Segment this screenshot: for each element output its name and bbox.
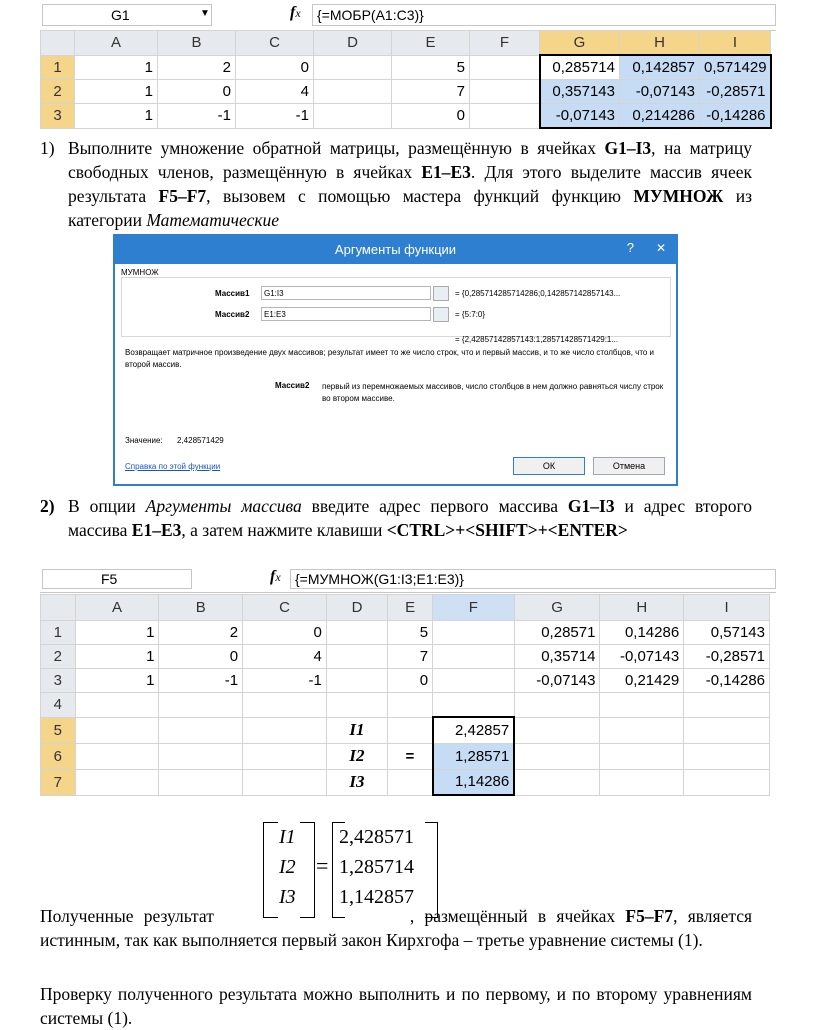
matrix-cell: I2: [279, 856, 296, 878]
col-header[interactable]: I: [684, 595, 770, 621]
text: , вызовем с помощью мастера функций функцию: [206, 186, 634, 206]
paragraph-2: [40, 494, 752, 542]
cell[interactable]: [326, 645, 387, 669]
col-header[interactable]: A: [75, 31, 158, 56]
cell-label-i1[interactable]: I1: [326, 717, 387, 743]
cell[interactable]: -1: [243, 669, 327, 693]
cell[interactable]: [326, 621, 387, 645]
cell[interactable]: 0: [159, 645, 243, 669]
cell[interactable]: -0,07143: [620, 80, 700, 104]
cell[interactable]: 2: [159, 621, 243, 645]
cell[interactable]: -0,07143: [540, 104, 620, 129]
row-header[interactable]: 2: [41, 645, 76, 669]
arg-help-label: Массив2: [275, 381, 310, 390]
value-label: Значение:: [125, 436, 163, 445]
col-header[interactable]: E: [392, 31, 470, 56]
cell[interactable]: 4: [243, 645, 327, 669]
matrix-left: [279, 822, 296, 912]
name-box-2[interactable]: F5: [42, 569, 192, 589]
cell[interactable]: [684, 717, 770, 743]
sheet2-grid: [40, 594, 770, 796]
arg2-input[interactable]: E1:E3: [261, 307, 431, 321]
cell[interactable]: 0: [243, 621, 327, 645]
cell[interactable]: -0,07143: [600, 645, 684, 669]
text: , размещённый в ячейках: [409, 906, 626, 926]
cell[interactable]: -0,07143: [514, 669, 600, 693]
cell-label-i2[interactable]: I2: [326, 743, 387, 769]
cell[interactable]: [159, 769, 243, 795]
cell[interactable]: 5: [392, 55, 470, 80]
cell[interactable]: 0,35714: [514, 645, 600, 669]
cell[interactable]: [326, 669, 387, 693]
cell[interactable]: 7: [388, 645, 433, 669]
formula-input-2[interactable]: {=МУМНОЖ(G1:I3;E1:E3)}: [290, 569, 776, 589]
col-header[interactable]: H: [620, 31, 700, 56]
cell-equals[interactable]: =: [388, 743, 433, 769]
cell[interactable]: [243, 693, 327, 718]
cell[interactable]: 1: [75, 621, 159, 645]
cell-label-i3[interactable]: I3: [326, 769, 387, 795]
paragraph-3: [40, 904, 752, 952]
text-italic: Математические: [146, 210, 280, 230]
cell[interactable]: [314, 104, 392, 129]
arg1-result: = {0,285714285714286;0,142857142857143...: [455, 289, 621, 298]
cell[interactable]: [600, 693, 684, 718]
text: , на матрицу свободных членов, размещённую в ячейках: [68, 138, 752, 182]
cell-result[interactable]: 1,14286: [433, 769, 515, 795]
sheet1-grid: [40, 30, 772, 129]
cell[interactable]: [684, 769, 770, 795]
cell[interactable]: [159, 693, 243, 718]
cell[interactable]: [75, 693, 159, 718]
row-header[interactable]: 1: [41, 621, 76, 645]
text: Проверку полученного результата можно выполнить и по первому, и по второму уравнениям системы (1).: [40, 984, 752, 1028]
cell[interactable]: 0,357143: [540, 80, 620, 104]
col-header[interactable]: E: [388, 595, 433, 621]
cell[interactable]: 0,14286: [600, 621, 684, 645]
paragraph-4: [40, 982, 752, 1030]
cell[interactable]: [514, 693, 600, 718]
cell[interactable]: 5: [388, 621, 433, 645]
cell[interactable]: [470, 55, 540, 80]
arg2-label: Массив2: [215, 310, 250, 319]
row-header[interactable]: 5: [41, 717, 76, 743]
text: , является истинным, так как выполняется первый закон Кирхгофа – третье уравнение системы (1).: [40, 906, 753, 950]
cell[interactable]: 0: [388, 669, 433, 693]
cell[interactable]: 1: [75, 104, 158, 129]
text: введите адрес первого массива: [301, 496, 568, 516]
text-bold: <CTRL>+<SHIFT>+<ENTER>: [386, 520, 628, 540]
cell[interactable]: [388, 693, 433, 718]
col-header[interactable]: B: [159, 595, 243, 621]
matrix-cell: 1,285714: [339, 856, 414, 878]
cell[interactable]: -0,28571: [684, 645, 770, 669]
text-bold: E1–E3: [421, 162, 471, 182]
cell[interactable]: 0: [158, 80, 236, 104]
fx-icon[interactable]: fx: [270, 568, 281, 585]
cell[interactable]: 2: [158, 55, 236, 80]
col-header[interactable]: D: [326, 595, 387, 621]
cell[interactable]: -0,14286: [684, 669, 770, 693]
col-header[interactable]: F: [433, 595, 515, 621]
formula-input-1[interactable]: {=МОБР(A1:C3)}: [312, 4, 776, 26]
name-box-1[interactable]: G1: [42, 4, 212, 26]
text: Полученные результат: [40, 906, 214, 926]
col-header[interactable]: D: [314, 31, 392, 56]
row-header[interactable]: 4: [41, 693, 76, 718]
collapse-dialog-icon[interactable]: [433, 307, 449, 322]
cell[interactable]: [470, 104, 540, 129]
cell[interactable]: [514, 769, 600, 795]
cell[interactable]: [684, 743, 770, 769]
close-icon[interactable]: ✕: [655, 241, 666, 255]
col-header[interactable]: H: [600, 595, 684, 621]
row-header[interactable]: 7: [41, 769, 76, 795]
cell[interactable]: [75, 717, 159, 743]
cell[interactable]: 0,214286: [620, 104, 700, 129]
col-header[interactable]: G: [540, 31, 620, 56]
cell[interactable]: [243, 743, 327, 769]
cell[interactable]: 0,28571: [514, 621, 600, 645]
row-header[interactable]: 3: [41, 669, 76, 693]
cell[interactable]: [75, 769, 159, 795]
row-header[interactable]: 6: [41, 743, 76, 769]
arg1-input[interactable]: G1:I3: [261, 286, 431, 300]
cell[interactable]: -1: [236, 104, 314, 129]
cell[interactable]: [600, 743, 684, 769]
cell-result[interactable]: 1,28571: [433, 743, 515, 769]
function-description: Возвращает матричное произведение двух массивов; результат имеет то же число строк, что и первый массив, и то же число столбцов, что и второй массив.: [125, 348, 655, 369]
cell[interactable]: 0,142857: [620, 55, 700, 80]
cell[interactable]: [388, 769, 433, 795]
total-result: = {2,42857142857143:1,28571428571429:1...: [455, 335, 619, 344]
cell[interactable]: 1: [75, 645, 159, 669]
help-icon[interactable]: ?: [626, 240, 634, 255]
cell[interactable]: 0: [236, 55, 314, 80]
fx-icon[interactable]: fx: [290, 4, 301, 21]
help-link[interactable]: Справка по этой функции: [125, 462, 221, 471]
text-bold: E1–E3: [131, 520, 182, 540]
function-name: МУМНОЖ: [121, 268, 159, 277]
text: Выполните умножение обратной матрицы, размещённую в ячейках: [68, 138, 605, 158]
cell[interactable]: [314, 55, 392, 80]
cell[interactable]: [433, 693, 515, 718]
arg1-label: Массив1: [215, 289, 250, 298]
text: , а затем нажмите клавиши: [181, 520, 383, 540]
cell[interactable]: -1: [159, 669, 243, 693]
cell[interactable]: [243, 717, 327, 743]
col-header[interactable]: I: [700, 31, 771, 56]
col-header[interactable]: C: [243, 595, 327, 621]
cell[interactable]: [600, 769, 684, 795]
corner-cell[interactable]: [41, 31, 75, 56]
matrix-cell: I1: [279, 826, 296, 848]
cell[interactable]: [514, 743, 600, 769]
text: и адрес второго массива: [68, 496, 752, 540]
cell[interactable]: [243, 769, 327, 795]
cell[interactable]: [600, 717, 684, 743]
cell[interactable]: [470, 80, 540, 104]
cell[interactable]: 0,571429: [700, 55, 771, 80]
cell[interactable]: -0,14286: [700, 104, 771, 129]
cell[interactable]: 7: [392, 80, 470, 104]
matrix-cell: 2,428571: [339, 826, 414, 848]
cell[interactable]: [314, 80, 392, 104]
cancel-button[interactable]: Отмена: [593, 457, 665, 475]
text-bold: F5–F7: [625, 906, 674, 926]
cell[interactable]: 1: [75, 55, 158, 80]
cell[interactable]: 1: [75, 669, 159, 693]
cell[interactable]: 4: [236, 80, 314, 104]
cell[interactable]: [433, 669, 515, 693]
dialog-title: Аргументы функции: [115, 236, 676, 264]
list-number: 1): [40, 138, 55, 158]
cell[interactable]: 1: [75, 80, 158, 104]
cell[interactable]: [514, 717, 600, 743]
cell[interactable]: 0,285714: [540, 55, 620, 80]
paragraph-1: [40, 136, 752, 232]
matrix-right: [339, 822, 414, 912]
chevron-down-icon[interactable]: ▼: [200, 8, 210, 19]
row-header[interactable]: 1: [41, 55, 75, 80]
cell[interactable]: [159, 717, 243, 743]
col-header[interactable]: G: [514, 595, 600, 621]
cell[interactable]: -1: [158, 104, 236, 129]
matrix-cell: 1,142857: [339, 886, 414, 908]
text-italic: Аргументы массива: [145, 496, 302, 516]
row-header[interactable]: 2: [41, 80, 75, 104]
collapse-dialog-icon[interactable]: [433, 286, 449, 301]
cell[interactable]: [326, 693, 387, 718]
cell[interactable]: [433, 645, 515, 669]
function-arguments-dialog: [113, 234, 678, 486]
col-header[interactable]: A: [75, 595, 159, 621]
ok-button[interactable]: ОК: [513, 457, 585, 475]
text: В опции: [68, 496, 146, 516]
row-header[interactable]: 3: [41, 104, 75, 129]
col-header[interactable]: C: [236, 31, 314, 56]
text-bold: F5–F7: [158, 186, 207, 206]
cell[interactable]: -0,28571: [700, 80, 771, 104]
text: из категории: [68, 186, 753, 230]
cell[interactable]: [388, 717, 433, 743]
cell[interactable]: [684, 693, 770, 718]
cell[interactable]: 0,57143: [684, 621, 770, 645]
col-header[interactable]: B: [158, 31, 236, 56]
cell[interactable]: 0,21429: [600, 669, 684, 693]
cell[interactable]: 0: [392, 104, 470, 129]
text-bold: G1–I3: [567, 496, 615, 516]
cell[interactable]: [159, 743, 243, 769]
text-bold: МУМНОЖ: [633, 186, 724, 206]
cell[interactable]: [433, 621, 515, 645]
value: 2,428571429: [177, 436, 224, 445]
arg-help-text: первый из перемножаемых массивов, число столбцов в нем должно равняться числу строк во втором массиве.: [322, 382, 664, 403]
matrix-equals: =: [316, 853, 329, 878]
list-number: 2): [40, 496, 55, 516]
col-header[interactable]: F: [470, 31, 540, 56]
arg2-result: = {5:7:0}: [455, 310, 486, 319]
cell-result[interactable]: 2,42857: [433, 717, 515, 743]
text: . Для этого выделите массив ячеек результата: [68, 162, 752, 206]
cell[interactable]: [75, 743, 159, 769]
corner-cell[interactable]: [41, 595, 76, 621]
text-bold: G1–I3: [604, 138, 652, 158]
matrix-cell: I3: [279, 886, 296, 908]
